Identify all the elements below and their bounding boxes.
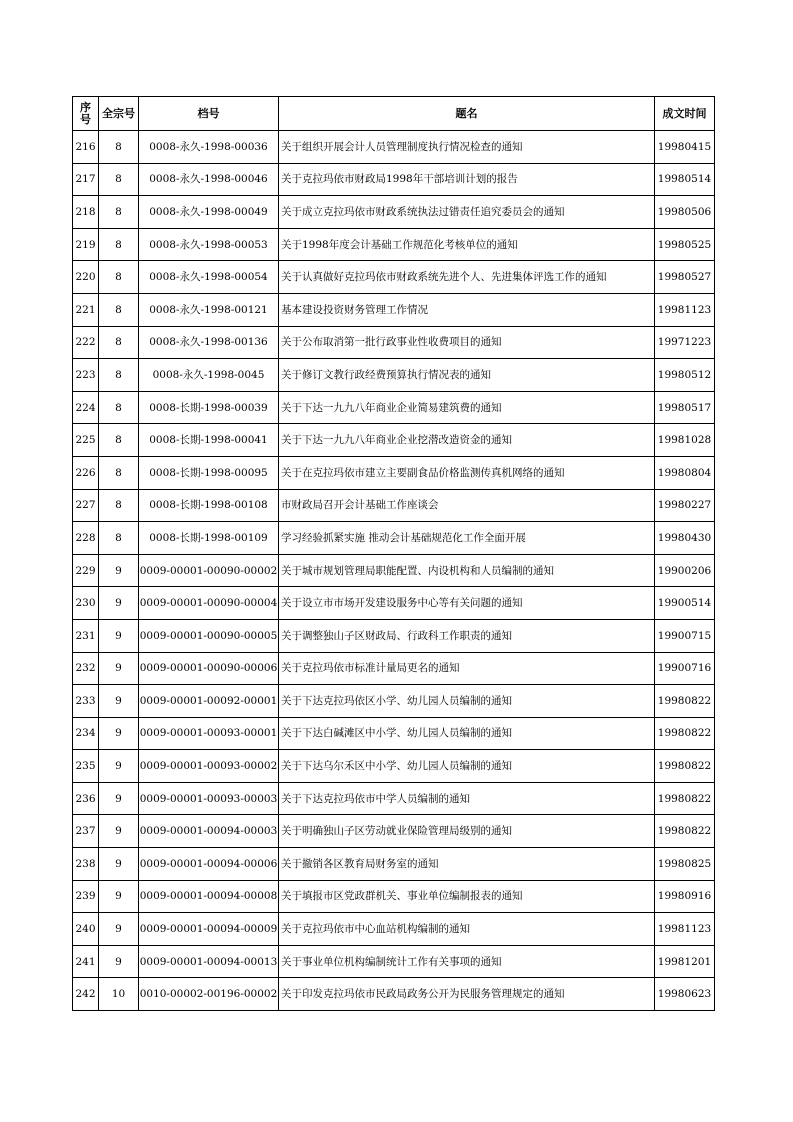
cell-seq: 225 — [73, 424, 99, 457]
table-row — [73, 391, 715, 424]
cell-seq: 238 — [73, 848, 99, 881]
cell-seq: 229 — [73, 554, 99, 587]
cell-file-no: 0009-00001-00092-00001 — [139, 685, 279, 718]
cell-seq: 222 — [73, 326, 99, 359]
table-body — [73, 131, 715, 1011]
cell-seq: 231 — [73, 619, 99, 652]
cell-fonds: 9 — [99, 815, 139, 848]
cell-fonds: 8 — [99, 196, 139, 229]
cell-date: 19900514 — [655, 587, 715, 620]
cell-fonds: 8 — [99, 456, 139, 489]
cell-title: 关于在克拉玛依市建立主要副食品价格监测传真机网络的通知 — [279, 456, 655, 489]
cell-fonds: 8 — [99, 163, 139, 196]
cell-title: 关于填报市区党政群机关、事业单位编制报表的通知 — [279, 880, 655, 913]
cell-file-no: 0008-长期-1998-00041 — [139, 424, 279, 457]
cell-file-no: 0008-永久-1998-00036 — [139, 131, 279, 164]
table-row — [73, 717, 715, 750]
archive-catalog-table — [72, 96, 715, 1011]
table-row — [73, 196, 715, 229]
cell-date: 19980512 — [655, 359, 715, 392]
cell-date: 19980430 — [655, 522, 715, 555]
cell-fonds: 8 — [99, 489, 139, 522]
cell-file-no: 0008-永久-1998-00046 — [139, 163, 279, 196]
cell-file-no: 0009-00001-00090-00002 — [139, 554, 279, 587]
table-row — [73, 587, 715, 620]
cell-date: 19980825 — [655, 848, 715, 881]
cell-fonds: 9 — [99, 913, 139, 946]
cell-fonds: 9 — [99, 685, 139, 718]
table-row — [73, 554, 715, 587]
cell-seq: 241 — [73, 945, 99, 978]
cell-file-no: 0009-00001-00090-00006 — [139, 652, 279, 685]
cell-date: 19900715 — [655, 619, 715, 652]
cell-fonds: 9 — [99, 587, 139, 620]
cell-title: 关于认真做好克拉玛依市财政系统先进个人、先进集体评选工作的通知 — [279, 261, 655, 294]
cell-date: 19981028 — [655, 424, 715, 457]
cell-date: 19900716 — [655, 652, 715, 685]
table-header-row — [73, 97, 715, 131]
cell-seq: 237 — [73, 815, 99, 848]
cell-seq: 217 — [73, 163, 99, 196]
cell-title: 关于1998年度会计基础工作规范化考核单位的通知 — [279, 228, 655, 261]
table-row — [73, 261, 715, 294]
table-row — [73, 880, 715, 913]
cell-title: 关于修订文教行政经费预算执行情况表的通知 — [279, 359, 655, 392]
cell-fonds: 9 — [99, 717, 139, 750]
cell-title: 关于克拉玛依市中心血站机构编制的通知 — [279, 913, 655, 946]
cell-fonds: 8 — [99, 261, 139, 294]
table-row — [73, 652, 715, 685]
cell-title: 关于下达白碱滩区中小学、幼儿园人员编制的通知 — [279, 717, 655, 750]
table-row — [73, 685, 715, 718]
cell-title: 关于克拉玛依市财政局1998年干部培训计划的报告 — [279, 163, 655, 196]
cell-seq: 235 — [73, 750, 99, 783]
cell-date: 19980525 — [655, 228, 715, 261]
cell-file-no: 0008-永久-1998-00136 — [139, 326, 279, 359]
cell-title: 关于成立克拉玛依市财政系统执法过错责任追究委员会的通知 — [279, 196, 655, 229]
cell-seq: 220 — [73, 261, 99, 294]
cell-file-no: 0009-00001-00093-00002 — [139, 750, 279, 783]
table-row — [73, 619, 715, 652]
cell-file-no: 0009-00001-00093-00001 — [139, 717, 279, 750]
cell-seq: 230 — [73, 587, 99, 620]
cell-file-no: 0009-00001-00093-00003 — [139, 782, 279, 815]
cell-fonds: 8 — [99, 228, 139, 261]
cell-date: 19980415 — [655, 131, 715, 164]
column-header-title: 题名 — [279, 97, 655, 131]
cell-fonds: 8 — [99, 522, 139, 555]
cell-fonds: 9 — [99, 554, 139, 587]
table-row — [73, 131, 715, 164]
cell-seq: 221 — [73, 293, 99, 326]
table-row — [73, 913, 715, 946]
cell-seq: 240 — [73, 913, 99, 946]
table-row — [73, 424, 715, 457]
cell-fonds: 10 — [99, 978, 139, 1011]
cell-title: 关于设立市市场开发建设服务中心等有关问题的通知 — [279, 587, 655, 620]
cell-seq: 227 — [73, 489, 99, 522]
cell-file-no: 0009-00001-00094-00008 — [139, 880, 279, 913]
table-row — [73, 782, 715, 815]
cell-date: 19980623 — [655, 978, 715, 1011]
table-row — [73, 522, 715, 555]
cell-date: 19981123 — [655, 293, 715, 326]
cell-file-no: 0008-长期-1998-00095 — [139, 456, 279, 489]
cell-seq: 234 — [73, 717, 99, 750]
cell-seq: 226 — [73, 456, 99, 489]
cell-title: 关于组织开展会计人员管理制度执行情况检查的通知 — [279, 131, 655, 164]
cell-fonds: 9 — [99, 652, 139, 685]
cell-title: 关于克拉玛依市标准计量局更名的通知 — [279, 652, 655, 685]
cell-fonds: 9 — [99, 880, 139, 913]
cell-file-no: 0009-00001-00094-00013 — [139, 945, 279, 978]
table-row — [73, 978, 715, 1011]
cell-title: 关于下达克拉玛依区小学、幼儿园人员编制的通知 — [279, 685, 655, 718]
table-row — [73, 815, 715, 848]
cell-file-no: 0008-永久-1998-00121 — [139, 293, 279, 326]
cell-date: 19980822 — [655, 750, 715, 783]
cell-date: 19980227 — [655, 489, 715, 522]
cell-fonds: 9 — [99, 782, 139, 815]
cell-seq: 216 — [73, 131, 99, 164]
cell-title: 关于下达一九九八年商业企业挖潜改造资金的通知 — [279, 424, 655, 457]
cell-date: 19981201 — [655, 945, 715, 978]
table-row — [73, 293, 715, 326]
cell-file-no: 0008-长期-1998-00108 — [139, 489, 279, 522]
column-header-file-no: 档号 — [139, 97, 279, 131]
cell-file-no: 0009-00001-00090-00005 — [139, 619, 279, 652]
table-row — [73, 848, 715, 881]
table-row — [73, 326, 715, 359]
cell-title: 关于印发克拉玛依市民政局政务公开为民服务管理规定的通知 — [279, 978, 655, 1011]
cell-date: 19980514 — [655, 163, 715, 196]
cell-fonds: 8 — [99, 326, 139, 359]
cell-fonds: 8 — [99, 424, 139, 457]
cell-seq: 236 — [73, 782, 99, 815]
cell-title: 关于下达一九九八年商业企业简易建筑费的通知 — [279, 391, 655, 424]
cell-date: 19980822 — [655, 717, 715, 750]
cell-seq: 228 — [73, 522, 99, 555]
column-header-date: 成文时间 — [655, 97, 715, 131]
cell-fonds: 9 — [99, 750, 139, 783]
cell-file-no: 0008-永久-1998-00054 — [139, 261, 279, 294]
cell-fonds: 9 — [99, 619, 139, 652]
cell-date: 19980822 — [655, 815, 715, 848]
cell-file-no: 0008-永久-1998-0045 — [139, 359, 279, 392]
cell-title: 关于公布取消第一批行政事业性收费项目的通知 — [279, 326, 655, 359]
cell-date: 19980527 — [655, 261, 715, 294]
cell-fonds: 8 — [99, 131, 139, 164]
cell-seq: 218 — [73, 196, 99, 229]
column-header-fonds: 全宗号 — [99, 97, 139, 131]
cell-seq: 242 — [73, 978, 99, 1011]
cell-fonds: 8 — [99, 391, 139, 424]
cell-file-no: 0009-00001-00094-00006 — [139, 848, 279, 881]
cell-title: 关于明确独山子区劳动就业保险管理局级别的通知 — [279, 815, 655, 848]
cell-seq: 239 — [73, 880, 99, 913]
cell-date: 19900206 — [655, 554, 715, 587]
cell-title: 关于下达克拉玛依市中学人员编制的通知 — [279, 782, 655, 815]
cell-file-no: 0009-00001-00094-00003 — [139, 815, 279, 848]
cell-seq: 232 — [73, 652, 99, 685]
cell-date: 19980916 — [655, 880, 715, 913]
cell-title: 基本建设投资财务管理工作情况 — [279, 293, 655, 326]
table-row — [73, 228, 715, 261]
cell-title: 关于城市规划管理局职能配置、内设机构和人员编制的通知 — [279, 554, 655, 587]
cell-fonds: 9 — [99, 848, 139, 881]
table-row — [73, 945, 715, 978]
table-row — [73, 750, 715, 783]
cell-fonds: 8 — [99, 359, 139, 392]
cell-fonds: 8 — [99, 293, 139, 326]
cell-title: 市财政局召开会计基础工作座谈会 — [279, 489, 655, 522]
cell-file-no: 0009-00001-00094-00009 — [139, 913, 279, 946]
cell-title: 关于撤销各区教育局财务室的通知 — [279, 848, 655, 881]
cell-file-no: 0008-长期-1998-00109 — [139, 522, 279, 555]
column-header-seq: 序号 — [73, 97, 99, 131]
cell-seq: 223 — [73, 359, 99, 392]
table-row — [73, 359, 715, 392]
cell-seq: 219 — [73, 228, 99, 261]
cell-file-no: 0008-长期-1998-00039 — [139, 391, 279, 424]
cell-date: 19981123 — [655, 913, 715, 946]
cell-file-no: 0008-永久-1998-00053 — [139, 228, 279, 261]
cell-date: 19980804 — [655, 456, 715, 489]
cell-date: 19980822 — [655, 685, 715, 718]
cell-title: 关于下达乌尔禾区中小学、幼儿园人员编制的通知 — [279, 750, 655, 783]
cell-file-no: 0010-00002-00196-00002 — [139, 978, 279, 1011]
cell-date: 19980517 — [655, 391, 715, 424]
cell-date: 19980506 — [655, 196, 715, 229]
cell-title: 关于事业单位机构编制统计工作有关事项的通知 — [279, 945, 655, 978]
cell-date: 19980822 — [655, 782, 715, 815]
cell-title: 关于调整独山子区财政局、行政科工作职责的通知 — [279, 619, 655, 652]
cell-seq: 224 — [73, 391, 99, 424]
cell-file-no: 0008-永久-1998-00049 — [139, 196, 279, 229]
table-row — [73, 489, 715, 522]
cell-date: 19971223 — [655, 326, 715, 359]
table-row — [73, 456, 715, 489]
cell-seq: 233 — [73, 685, 99, 718]
table-row — [73, 163, 715, 196]
cell-file-no: 0009-00001-00090-00004 — [139, 587, 279, 620]
cell-fonds: 9 — [99, 945, 139, 978]
cell-title: 学习经验抓紧实施 推动会计基础规范化工作全面开展 — [279, 522, 655, 555]
